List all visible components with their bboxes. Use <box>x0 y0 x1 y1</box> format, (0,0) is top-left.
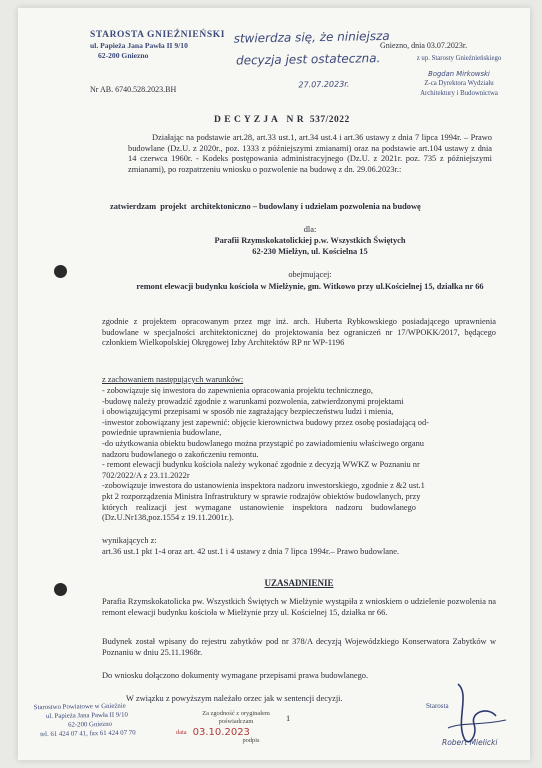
condition-line: -zobowiązuje inwestora do ustanowienia inspektora nadzoru inwestorskiego, zgodnie z &2 ust.1 <box>102 481 425 491</box>
condition-line: pkt 2 rozporządzenia Ministra Infrastruktury w sprawie rodzajów obiektów budowlanych, przy <box>102 491 421 501</box>
finality-note-date: 27.07.2023r. <box>298 79 350 90</box>
justification-paragraph-3: Do wniosku dołączono dokumenty wymagane przepisami prawa budowlanego. <box>102 671 369 680</box>
justification-paragraph-2: Budynek został wpisany do rejestru zabytków pod nr 378/A decyzją Wojewódzkiego Konserwatora Zabytków w Poznaniu w dniu 25.11.1968r. <box>102 637 496 657</box>
finality-note <box>233 28 414 90</box>
intro-paragraph: Działając na podstawie art.28, art.33 ust.1, art.34 ust.4 i art.36 ustawy z dnia 7 lipca 1994r. – Prawo budowlane (Dz.U. z 2020r., poz. 1333 z późniejszymi zmianami) oraz na podstawie art.104 ustawy z dnia 14 czerwca 1960r. - Kodeks postępowania administracyjnego (Dz.U. z 2021r. poz. 735 z późniejszymi zmianami), po rozpatrzeniu wniosku o pozwolenie na budowę z dn. 29.06.2023r.: <box>128 133 492 174</box>
reference-number: Nr AB. 6740.528.2023.BH <box>90 85 177 94</box>
condition-line: - remont elewacji budynku kościoła należy wykonać zgodnie z decyzją WWKZ w Poznaniu nr <box>102 460 420 470</box>
signature-stamp-line-1: z up. Starosty Gnieźnieńskiego <box>416 55 502 62</box>
copy-stamp-date: 03.10.2023 <box>192 727 250 738</box>
for-label: dla: <box>303 225 317 234</box>
condition-line: -inwestor zobowiązany jest zapewnić: objęcie kierownictwa budowy przez osobę posiadającą od- <box>102 417 429 427</box>
punch-hole-top <box>54 265 67 278</box>
copy-conformity-stamp <box>176 710 296 745</box>
recipient <box>128 236 492 257</box>
stamp-line-1: STAROSTA GNIEŹNIEŃSKI <box>90 30 225 40</box>
decision-title: D E C Y Z J A N R 537/2022 <box>214 115 350 125</box>
document-page <box>18 8 530 760</box>
scope-label: obejmującej: <box>288 270 332 279</box>
justification-paragraph-4: W związku z powyższym należało orzec jak w sentencji decyzji. <box>126 694 343 703</box>
condition-line: powiednie uprawnienia budowlane, <box>102 428 222 438</box>
scope: remont elewacji budynku kościoła w Mielżynie, gm. Witkowo przy ul.Kościelnej 15, działka nr 66 <box>136 282 484 291</box>
signature-stamp-line-3: Z-ca Dyrektora Wydziału <box>424 80 494 87</box>
finality-note-line-1: stwierdza się, że niniejsza <box>233 28 390 46</box>
condition-line: -do użytkowania obiektu budowlanego można przystąpić po zawiadomieniu właściwego organu <box>102 438 424 448</box>
legal-basis-label: wynikających z: <box>102 536 157 545</box>
bottom-stamp-line-3: 62-200 Gniezno <box>68 720 113 729</box>
conditions-header: z zachowaniem następujących warunków: <box>102 375 244 384</box>
recipient-address: 62-230 Mielżyn, ul. Kościelna 15 <box>252 246 368 256</box>
finality-note-line-2: decyzja jest ostateczna. <box>235 51 381 68</box>
copy-stamp-date-row <box>176 729 296 737</box>
condition-line: i obowiązującymi przepisami w sposób nie zagrażający bezpieczeństwu ludzi i mienia, <box>102 407 394 417</box>
office-stamp-bottom <box>30 701 181 740</box>
page-number: 1 <box>286 714 291 723</box>
condition-line: (Dz.U.Nr138,poz.1554 z 19.11.2001r.). <box>102 513 234 523</box>
justification-title: UZASADNIENIE <box>264 578 334 588</box>
condition-line: nadzoru budowlanego o zakończeniu remontu. <box>102 449 259 459</box>
legal-basis: art.36 ust.1 pkt 1-4 oraz art. 42 ust.1 i 4 ustawy z dnia 7 lipca 1994r.– Prawo budowlane. <box>102 547 400 556</box>
conditions-list <box>102 386 496 524</box>
place-date: Gniezno, dnia 03.07.2023r. <box>380 41 468 50</box>
copy-stamp-line-2: poświadczam <box>218 718 254 725</box>
bottom-stamp-line-1: Starostwo Powiatowe w Gnieźnie <box>33 702 126 712</box>
copy-stamp-line-1: Za zgodność z oryginałem <box>202 710 270 717</box>
stamp-line-2: ul. Papieża Jana Pawła II 9/10 <box>90 41 188 50</box>
signature-stamp-top <box>398 54 520 98</box>
signature-name: Robert Mielicki <box>442 738 498 747</box>
bottom-stamp-line-4: tel. 61 424 07 41, fax 61 424 07 70 <box>40 729 136 739</box>
copy-stamp-date-label: data <box>176 729 187 736</box>
punch-hole-bottom <box>54 583 67 596</box>
condition-line: - zobowiązuje się inwestora do zapewnienia opracowania projektu technicznego, <box>102 386 373 395</box>
justification-paragraph-1: Parafia Rzymskokatolicka pw. Wszystkich Świętych w Mielżynie wystąpiła z wnioskiem o udzielenie pozwolenia na remont elewacji budynku kościoła w Mielżynie przy ul. Kościelnej 15, działka nr 66. <box>102 597 496 617</box>
approval-statement: zatwierdzam projekt architektoniczno – budowlany i udzielam pozwolenia na budowę <box>110 202 421 211</box>
stamp-line-3: 62-200 Gniezno <box>98 51 149 60</box>
condition-line: -budowę należy prowadzić zgodnie z warunkami pozwolenia, zatwierdzonymi projektami <box>102 396 404 406</box>
bottom-stamp-line-2: ul. Papieża Jana Pawła II 9/10 <box>45 711 128 721</box>
signature-stamp-line-4: Architektury i Budownictwa <box>420 89 498 97</box>
project-paragraph: zgodnie z projektem opracowanym przez mgr inż. arch. Huberta Rybkowskiego posiadającego uprawnienia budowlane w specjalności architektonicznej do projektowania bez ograniczeń nr 17/WPOKK/2017, będącego członkiem Wielkopolskiej Okręgowej Izby Architektów RP nr WP-1196 <box>102 317 496 348</box>
copy-stamp-line-3: podpis <box>242 737 260 744</box>
signature-title: Starosta <box>426 702 449 710</box>
signature-stamp-line-2: Bogdan Mirkowski <box>428 69 490 78</box>
recipient-name: Parafii Rzymskokatolickiej p.w. Wszystkich Świętych <box>214 236 406 245</box>
signature-bottom <box>418 676 518 756</box>
condition-line: 702/2022/A z 23.11.2022r <box>102 470 190 480</box>
condition-line: których realizacji jest wymagane ustanowienie inspektora nadzoru budowlanego <box>102 502 416 512</box>
